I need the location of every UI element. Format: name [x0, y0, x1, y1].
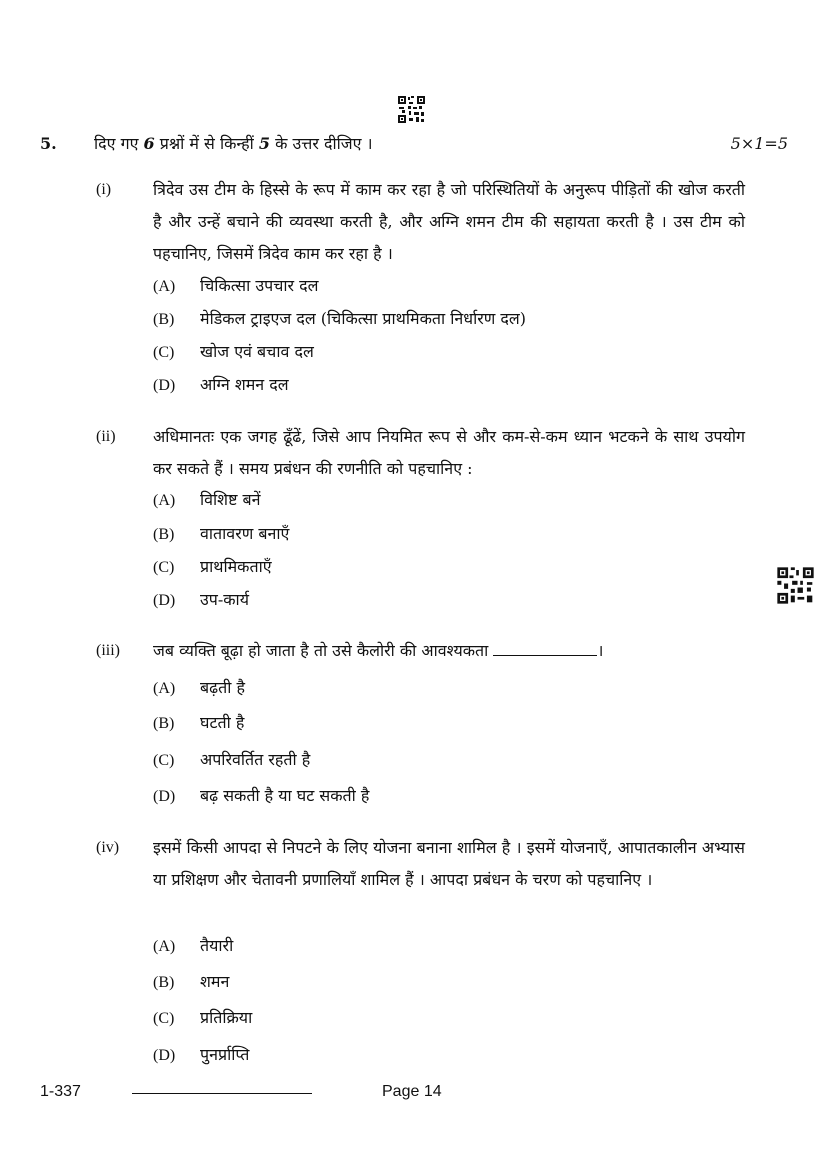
option-d — [153, 584, 249, 617]
footer-rule — [132, 1093, 312, 1094]
option-label: (B) — [153, 526, 175, 543]
instruction-count-required: 5 — [258, 134, 271, 153]
option-label: (B) — [153, 974, 175, 991]
option-c — [153, 336, 314, 369]
question-marks: 5×1=5 — [730, 134, 788, 153]
instruction-text: दिए गए — [94, 134, 144, 153]
subquestion-number: (i) — [96, 181, 112, 198]
subquestion-text-main: जब व्यक्ति बूढ़ा हो जाता है तो उसे कैलोरी की आवश्यकता — [153, 641, 489, 660]
qr-code-icon — [397, 95, 426, 124]
subquestion-text — [153, 635, 745, 667]
option-c — [153, 744, 310, 777]
option-label: (C) — [153, 1010, 175, 1027]
instruction-count-total: 6 — [143, 134, 155, 153]
option-text: प्राथमिकताएँ — [200, 557, 272, 576]
subquestion-text-end: । — [597, 641, 604, 660]
instruction-text: प्रश्नों में से किन्हीं — [154, 134, 259, 153]
option-text: प्रतिक्रिया — [200, 1008, 253, 1027]
option-text: मेडिकल ट्राइएज दल (चिकित्सा प्राथमिकता निर्धारण दल) — [200, 309, 527, 328]
qr-code-icon — [776, 566, 815, 605]
question-header — [40, 132, 788, 156]
option-text: बढ़ती है — [200, 678, 245, 697]
page-number: Page 14 — [382, 1083, 442, 1100]
option-label: (A) — [153, 938, 176, 955]
option-text: वातावरण बनाएँ — [200, 524, 290, 543]
option-text: शमन — [200, 972, 230, 991]
question-number: 5. — [40, 134, 57, 153]
option-c — [153, 551, 272, 584]
option-label: (D) — [153, 592, 176, 609]
option-d — [153, 369, 289, 402]
option-label: (D) — [153, 1047, 176, 1064]
option-text: विशिष्ट बनें — [200, 490, 261, 509]
option-text: तैयारी — [200, 936, 234, 955]
option-text: चिकित्सा उपचार दल — [200, 276, 319, 295]
option-a — [153, 270, 319, 303]
subquestion-number: (iii) — [96, 642, 120, 659]
option-c — [153, 1002, 252, 1035]
option-d — [153, 780, 369, 813]
subquestion-text: इसमें किसी आपदा से निपटने के लिए योजना बनाना शामिल है । इसमें योजनाएँ, आपातकालीन अभ्यास या प्रशिक्षण और चेतावनी प्रणालियाँ शामिल हैं । आपदा प्रबंधन के चरण को पहचानिए । — [153, 838, 745, 889]
fill-in-blank — [493, 641, 597, 656]
option-text: पुनर्प्राप्ति — [200, 1045, 250, 1064]
option-b — [153, 303, 526, 336]
subquestion-number: (iv) — [96, 839, 120, 856]
question-instruction — [94, 132, 373, 156]
option-text: खोज एवं बचाव दल — [200, 342, 314, 361]
option-label: (C) — [153, 752, 175, 769]
subquestion-text: त्रिदेव उस टीम के हिस्से के रूप में काम कर रहा है जो परिस्थितियों के अनुरूप पीड़ितों की खोज करती है और उन्हें बचाने की व्यवस्था करती है, और अग्नि शमन टीम की सहायता करती है । उस टीम को पहचानिए, जिसमें त्रिदेव काम कर रहा है । — [153, 180, 745, 263]
option-label: (D) — [153, 788, 176, 805]
option-a — [153, 930, 233, 963]
subquestion-number: (ii) — [96, 428, 116, 445]
option-b — [153, 707, 244, 740]
option-label: (A) — [153, 492, 176, 509]
paper-code: 1-337 — [40, 1083, 81, 1100]
option-label: (B) — [153, 311, 175, 328]
option-label: (A) — [153, 680, 176, 697]
instruction-text: के उत्तर दीजिए । — [270, 134, 373, 153]
option-label: (C) — [153, 559, 175, 576]
subquestion-text: अधिमानतः एक जगह ढूँढें, जिसे आप नियमित रूप से और कम-से-कम ध्यान भटकने के साथ उपयोग कर सकते हैं । समय प्रबंधन की रणनीति को पहचानिए : — [153, 427, 745, 478]
option-label: (C) — [153, 344, 175, 361]
option-text: बढ़ सकती है या घट सकती है — [200, 786, 370, 805]
option-a — [153, 484, 261, 517]
option-a — [153, 672, 245, 705]
option-text: अपरिवर्तित रहती है — [200, 750, 311, 769]
option-label: (D) — [153, 377, 176, 394]
option-label: (B) — [153, 715, 175, 732]
option-label: (A) — [153, 278, 176, 295]
option-d — [153, 1039, 249, 1072]
option-text: घटती है — [200, 713, 245, 732]
option-b — [153, 518, 289, 551]
page-footer — [40, 1080, 788, 1104]
option-text: उप-कार्य — [200, 590, 249, 609]
option-text: अग्नि शमन दल — [200, 375, 289, 394]
option-b — [153, 966, 229, 999]
